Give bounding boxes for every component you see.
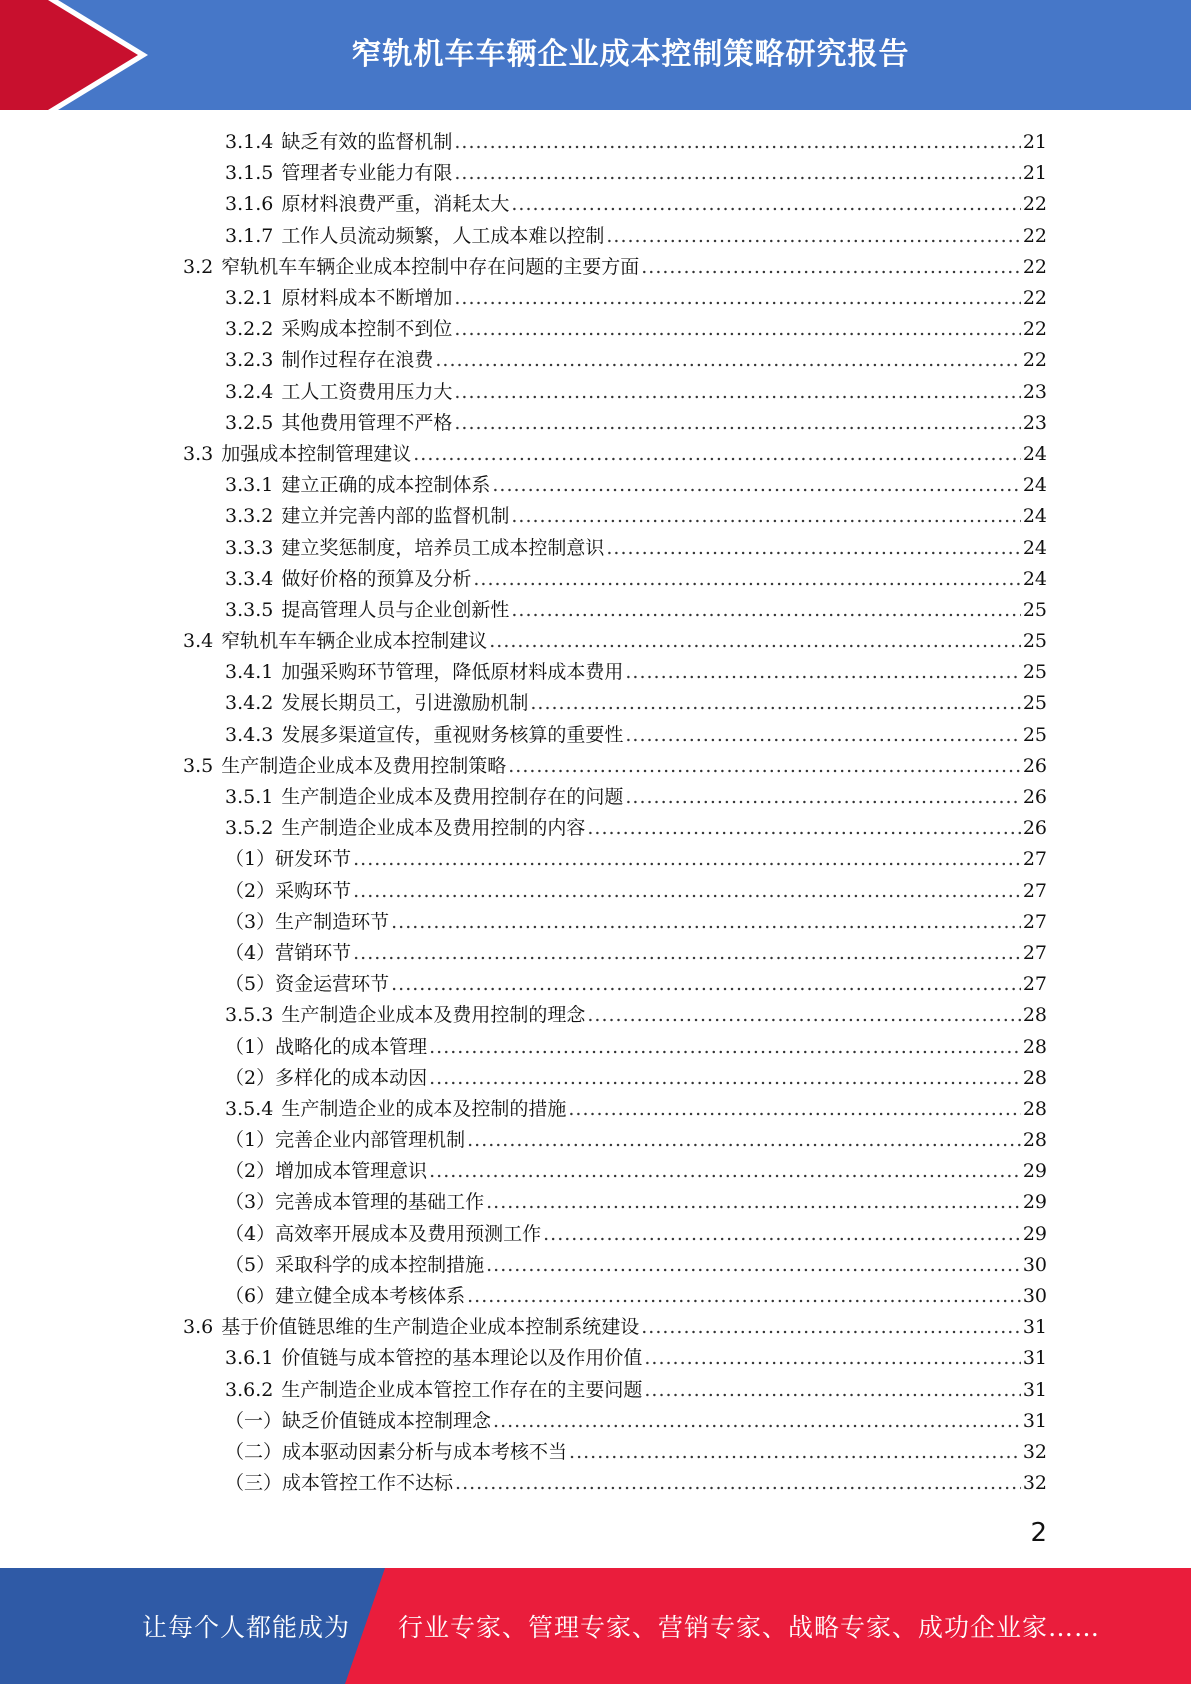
toc-dot-leader: [454, 158, 1020, 189]
toc-entry-title: 价值链与成本管控的基本理论以及作用价值: [281, 1347, 643, 1370]
toc-entry[interactable]: [0, 751, 1191, 782]
toc-entry-number: 3.5.3: [225, 1004, 274, 1027]
toc-entry-title: 建立正确的成本控制体系: [281, 474, 491, 497]
toc-entry-title: 工作人员流动频繁，人工成本难以控制: [281, 224, 605, 247]
toc-entry-number: （6）: [225, 1285, 276, 1308]
toc-entry-number: （1）: [225, 1035, 276, 1058]
toc-entry[interactable]: [0, 1063, 1191, 1094]
toc-entry-page: 21: [1022, 162, 1047, 185]
toc-entry[interactable]: [0, 532, 1191, 563]
toc-entry-title: 管理者专业能力有限: [281, 162, 453, 185]
toc-entry[interactable]: [0, 501, 1191, 532]
toc-entry[interactable]: [0, 626, 1191, 657]
toc-entry-number: 3.3.2: [225, 505, 274, 528]
toc-entry[interactable]: [0, 813, 1191, 844]
toc-entry-line: [225, 657, 1047, 688]
toc-entry[interactable]: [0, 1468, 1191, 1499]
toc-entry-line: [225, 533, 1047, 564]
header-arrow-decoration: [0, 0, 160, 110]
toc-entry-page: 25: [1022, 692, 1047, 715]
toc-dot-leader: [435, 345, 1020, 376]
toc-entry-line: [225, 969, 1047, 1000]
toc-entry-title: 成本管控工作不达标: [282, 1472, 454, 1495]
toc-entry-page: 24: [1022, 474, 1047, 497]
toc-entry-title: 建立健全成本考核体系: [275, 1285, 466, 1308]
toc-dot-leader: [353, 876, 1021, 907]
toc-entry-page: 29: [1022, 1160, 1047, 1183]
toc-entry-page: 22: [1022, 318, 1047, 341]
toc-entry-title: 制作过程存在浪费: [281, 349, 434, 372]
toc-dot-leader: [467, 1281, 1021, 1312]
toc-dot-leader: [413, 439, 1021, 470]
toc-dot-leader: [641, 1312, 1021, 1343]
toc-dot-leader: [625, 720, 1020, 751]
toc-entry-line: [225, 283, 1047, 314]
toc-entry-title: 生产制造企业的成本及控制的措施: [281, 1097, 567, 1120]
toc-entry-number: 3.5: [183, 754, 214, 777]
toc-entry-title: 高效率开展成本及费用预测工作: [275, 1222, 542, 1245]
toc-dot-leader: [467, 1125, 1021, 1156]
toc-entry[interactable]: [0, 1000, 1191, 1031]
toc-entry-number: 3.5.4: [225, 1097, 274, 1120]
toc-entry-page: 30: [1022, 1253, 1047, 1276]
toc-entry-page: 22: [1022, 349, 1047, 372]
toc-entry-line: [225, 688, 1047, 719]
toc-entry-title: 窄轨机车车辆企业成本控制建议: [221, 630, 488, 653]
toc-entry-title: 采购环节: [275, 879, 352, 902]
toc-entry-number: 3.1.6: [225, 193, 274, 216]
toc-entry-page: 28: [1022, 1004, 1047, 1027]
toc-entry-title: 增加成本管理意识: [275, 1160, 428, 1183]
toc-entry-line: [225, 1156, 1047, 1187]
toc-entry-line: [225, 1000, 1047, 1031]
toc-entry[interactable]: [0, 408, 1191, 439]
toc-entry-number: 3.3.5: [225, 598, 274, 621]
toc-entry-title: 其他费用管理不严格: [281, 411, 453, 434]
toc-entry-page: 27: [1022, 879, 1047, 902]
toc-entry-title: 缺乏有效的监督机制: [281, 131, 453, 154]
toc-entry-line: [225, 1094, 1047, 1125]
toc-entry[interactable]: [0, 345, 1191, 376]
toc-entry-line: [183, 626, 1047, 657]
toc-entry-line: [225, 221, 1047, 252]
toc-entry-number: 3.4.2: [225, 692, 274, 715]
toc-entry-line: [225, 1063, 1047, 1094]
toc-entry-page: 21: [1022, 131, 1047, 154]
toc-entry[interactable]: [0, 283, 1191, 314]
toc-entry-page: 24: [1022, 442, 1047, 465]
toc-entry-title: 生产制造环节: [275, 910, 390, 933]
toc-entry-title: 工人工资费用压力大: [281, 380, 453, 403]
toc-entry-page: 22: [1022, 287, 1047, 310]
toc-entry-line: [225, 1187, 1047, 1218]
toc-entry-title: 提高管理人员与企业创新性: [281, 598, 510, 621]
toc-entry-number: 3.2.1: [225, 287, 274, 310]
toc-entry-line: [225, 1437, 1047, 1468]
toc-entry-line: [225, 720, 1047, 751]
toc-entry-page: 24: [1022, 567, 1047, 590]
toc-entry-line: [225, 813, 1047, 844]
toc-entry-line: [225, 907, 1047, 938]
toc-entry[interactable]: [0, 1187, 1191, 1218]
toc-entry-title: 加强采购环节管理，降低原材料成本费用: [281, 661, 624, 684]
toc-entry-number: 3.6.1: [225, 1347, 274, 1370]
toc-entry-page: 22: [1022, 255, 1047, 278]
toc-dot-leader: [606, 221, 1020, 252]
toc-entry-number: 3.5.1: [225, 786, 274, 809]
toc-dot-leader: [454, 377, 1020, 408]
toc-entry-title: 战略化的成本管理: [275, 1035, 428, 1058]
toc-dot-leader: [569, 1437, 1021, 1468]
toc-dot-leader: [568, 1094, 1020, 1125]
toc-entry-number: 3.1.4: [225, 131, 274, 154]
toc-dot-leader: [587, 813, 1020, 844]
toc-entry[interactable]: [0, 657, 1191, 688]
toc-entry-line: [225, 408, 1047, 439]
toc-entry-page: 31: [1022, 1316, 1047, 1339]
toc-entry-page: 25: [1022, 723, 1047, 746]
toc-entry-page: 31: [1022, 1409, 1047, 1432]
toc-entry-title: 多样化的成本动因: [275, 1066, 428, 1089]
toc-entry-page: 24: [1022, 505, 1047, 528]
toc-entry-number: （1）: [225, 848, 276, 871]
toc-entry-line: [225, 1281, 1047, 1312]
toc-dot-leader: [454, 408, 1020, 439]
toc-entry-number: 3.2.3: [225, 349, 274, 372]
toc-entry-line: [225, 1343, 1047, 1374]
toc-entry-number: 3.1.7: [225, 224, 274, 247]
toc-entry-number: 3.2.5: [225, 411, 274, 434]
toc-entry[interactable]: [0, 876, 1191, 907]
toc-entry-line: [225, 470, 1047, 501]
toc-entry-number: 3.4.1: [225, 661, 274, 684]
toc-entry-title: 采取科学的成本控制措施: [275, 1253, 485, 1276]
page-header: [0, 0, 1191, 110]
toc-entry-line: [183, 1312, 1047, 1343]
toc-dot-leader: [391, 907, 1021, 938]
toc-entry-line: [225, 189, 1047, 220]
toc-entry-page: 26: [1022, 754, 1047, 777]
toc-entry-page: 22: [1022, 224, 1047, 247]
toc-dot-leader: [644, 1343, 1020, 1374]
toc-entry-title: 生产制造企业成本及费用控制策略: [221, 754, 507, 777]
toc-entry-title: 加强成本控制管理建议: [221, 442, 412, 465]
toc-entry-number: （二）: [225, 1440, 283, 1463]
footer-slogan-right: 行业专家、管理专家、营销专家、战略专家、成功企业家……: [398, 1613, 1101, 1642]
toc-entry[interactable]: [0, 189, 1191, 220]
toc-entry-number: 3.3.4: [225, 567, 274, 590]
toc-dot-leader: [429, 1156, 1021, 1187]
toc-entry-page: 28: [1022, 1035, 1047, 1058]
toc-entry-page: 29: [1022, 1191, 1047, 1214]
toc-entry-title: 成本驱动因素分析与成本考核不当: [282, 1440, 568, 1463]
toc-entry-title: 生产制造企业成本管控工作存在的主要问题: [281, 1378, 643, 1401]
toc-dot-leader: [454, 283, 1020, 314]
toc-entry[interactable]: [0, 688, 1191, 719]
toc-entry-title: 窄轨机车车辆企业成本控制中存在问题的主要方面: [221, 255, 640, 278]
toc-entry-number: （5）: [225, 1253, 276, 1276]
toc-entry-number: （4）: [225, 941, 276, 964]
toc-entry[interactable]: [0, 938, 1191, 969]
toc-entry[interactable]: [0, 1375, 1191, 1406]
toc-entry-page: 27: [1022, 910, 1047, 933]
toc-entry-line: [225, 127, 1047, 158]
toc-entry-title: 做好价格的预算及分析: [281, 567, 472, 590]
toc-entry-page: 23: [1022, 380, 1047, 403]
toc-entry-page: 25: [1022, 598, 1047, 621]
toc-entry-page: 26: [1022, 786, 1047, 809]
toc-entry[interactable]: [0, 314, 1191, 345]
toc-entry-page: 27: [1022, 941, 1047, 964]
toc-entry-number: （1）: [225, 1129, 276, 1152]
toc-entry-page: 32: [1022, 1440, 1047, 1463]
toc-entry-number: 3.4.3: [225, 723, 274, 746]
toc-entry-title: 建立并完善内部的监督机制: [281, 505, 510, 528]
toc-entry[interactable]: [0, 221, 1191, 252]
toc-entry-page: 32: [1022, 1472, 1047, 1495]
toc-entry-page: 31: [1022, 1378, 1047, 1401]
toc-entry[interactable]: [0, 782, 1191, 813]
toc-entry[interactable]: [0, 470, 1191, 501]
toc-entry-title: 完善成本管理的基础工作: [275, 1191, 485, 1214]
toc-entry-line: [225, 1406, 1047, 1437]
toc-entry-page: 23: [1022, 411, 1047, 434]
toc-entry-line: [225, 1250, 1047, 1281]
toc-dot-leader: [625, 657, 1020, 688]
toc-dot-leader: [454, 314, 1020, 345]
toc-entry-number: 3.5.2: [225, 817, 274, 840]
toc-entry[interactable]: [0, 564, 1191, 595]
toc-entry-number: 3.6.2: [225, 1378, 274, 1401]
toc-entry-number: 3.1.5: [225, 162, 274, 185]
toc-entry[interactable]: [0, 1156, 1191, 1187]
toc-entry-page: 28: [1022, 1129, 1047, 1152]
toc-entry-number: （2）: [225, 1160, 276, 1183]
document-title: 窄轨机车车辆企业成本控制策略研究报告: [351, 37, 910, 72]
toc-dot-leader: [641, 252, 1021, 283]
toc-entry[interactable]: [0, 1343, 1191, 1374]
toc-entry-page: 30: [1022, 1285, 1047, 1308]
toc-entry-number: 3.6: [183, 1316, 214, 1339]
toc-entry-title: 原材料浪费严重，消耗太大: [281, 193, 510, 216]
table-of-contents: [0, 127, 1191, 1499]
toc-entry-page: 28: [1022, 1066, 1047, 1089]
toc-entry-line: [225, 564, 1047, 595]
toc-entry[interactable]: [0, 595, 1191, 626]
toc-dot-leader: [511, 189, 1020, 220]
toc-entry[interactable]: [0, 127, 1191, 158]
toc-entry-number: （2）: [225, 879, 276, 902]
toc-entry-number: 3.3: [183, 442, 214, 465]
toc-dot-leader: [511, 595, 1020, 626]
toc-entry-number: （3）: [225, 910, 276, 933]
toc-entry-page: 25: [1022, 661, 1047, 684]
footer-slogan-left: 让每个人都能成为: [142, 1613, 351, 1642]
toc-entry-page: 28: [1022, 1097, 1047, 1120]
toc-entry-line: [225, 1375, 1047, 1406]
toc-entry[interactable]: [0, 720, 1191, 751]
toc-dot-leader: [454, 127, 1020, 158]
toc-dot-leader: [587, 1000, 1020, 1031]
toc-dot-leader: [391, 969, 1021, 1000]
toc-dot-leader: [489, 626, 1021, 657]
toc-entry[interactable]: [0, 1094, 1191, 1125]
toc-entry-title: 发展多渠道宣传，重视财务核算的重要性: [281, 723, 624, 746]
page-footer: [0, 1568, 1191, 1684]
toc-entry[interactable]: [0, 1031, 1191, 1062]
toc-dot-leader: [492, 470, 1020, 501]
toc-dot-leader: [486, 1250, 1021, 1281]
toc-entry[interactable]: [0, 158, 1191, 189]
toc-entry-line: [225, 158, 1047, 189]
toc-entry-page: 31: [1022, 1347, 1047, 1370]
toc-dot-leader: [606, 533, 1020, 564]
toc-entry-line: [225, 1032, 1047, 1063]
toc-entry-title: 完善企业内部管理机制: [275, 1129, 466, 1152]
toc-entry-line: [225, 501, 1047, 532]
toc-entry-number: （三）: [225, 1472, 283, 1495]
toc-entry[interactable]: [0, 969, 1191, 1000]
toc-dot-leader: [644, 1375, 1020, 1406]
toc-dot-leader: [455, 1468, 1021, 1499]
toc-entry[interactable]: [0, 1219, 1191, 1250]
toc-entry-title: 建立奖惩制度，培养员工成本控制意识: [281, 536, 605, 559]
toc-entry-title: 缺乏价值链成本控制理念: [282, 1409, 492, 1432]
toc-entry-title: 研发环节: [275, 848, 352, 871]
toc-entry-line: [225, 1125, 1047, 1156]
toc-entry-page: 27: [1022, 973, 1047, 996]
page-number: 2: [1030, 1518, 1047, 1548]
toc-entry-title: 生产制造企业成本及费用控制的理念: [281, 1004, 586, 1027]
toc-entry-page: 29: [1022, 1222, 1047, 1245]
toc-dot-leader: [508, 751, 1021, 782]
toc-entry-line: [183, 439, 1047, 470]
toc-dot-leader: [543, 1219, 1021, 1250]
toc-entry-number: （2）: [225, 1066, 276, 1089]
toc-entry-page: 22: [1022, 193, 1047, 216]
toc-dot-leader: [429, 1032, 1021, 1063]
toc-entry-title: 生产制造企业成本及费用控制的内容: [281, 817, 586, 840]
toc-entry-number: （4）: [225, 1222, 276, 1245]
toc-entry-number: 3.2: [183, 255, 214, 278]
toc-dot-leader: [511, 501, 1020, 532]
toc-entry-number: 3.4: [183, 630, 214, 653]
toc-entry-line: [225, 782, 1047, 813]
toc-entry-line: [225, 595, 1047, 626]
toc-entry-number: 3.3.3: [225, 536, 274, 559]
toc-entry-number: （3）: [225, 1191, 276, 1214]
toc-entry-number: 3.3.1: [225, 474, 274, 497]
toc-entry[interactable]: [0, 907, 1191, 938]
toc-dot-leader: [625, 782, 1020, 813]
toc-entry[interactable]: [0, 1281, 1191, 1312]
toc-entry-line: [225, 844, 1047, 875]
toc-entry-number: （5）: [225, 973, 276, 996]
toc-entry-line: [225, 1219, 1047, 1250]
toc-dot-leader: [353, 938, 1021, 969]
toc-entry[interactable]: [0, 1250, 1191, 1281]
toc-entry-page: 26: [1022, 817, 1047, 840]
toc-entry-line: [183, 751, 1047, 782]
toc-dot-leader: [429, 1063, 1021, 1094]
toc-entry-number: 3.2.2: [225, 318, 274, 341]
toc-dot-leader: [473, 564, 1020, 595]
toc-entry[interactable]: [0, 252, 1191, 283]
toc-entry-title: 资金运营环节: [275, 973, 390, 996]
toc-entry[interactable]: [0, 1406, 1191, 1437]
toc-entry-line: [225, 876, 1047, 907]
toc-entry-line: [225, 345, 1047, 376]
toc-entry[interactable]: [0, 377, 1191, 408]
toc-entry[interactable]: [0, 1125, 1191, 1156]
toc-entry-title: 生产制造企业成本及费用控制存在的问题: [281, 786, 624, 809]
toc-entry-line: [225, 1468, 1047, 1499]
toc-entry-page: 25: [1022, 630, 1047, 653]
toc-entry-title: 基于价值链思维的生产制造企业成本控制系统建设: [221, 1316, 640, 1339]
toc-entry-line: [225, 377, 1047, 408]
toc-dot-leader: [530, 688, 1020, 719]
toc-entry[interactable]: [0, 439, 1191, 470]
toc-entry[interactable]: [0, 1312, 1191, 1343]
toc-entry-number: 3.2.4: [225, 380, 274, 403]
toc-entry-title: 发展长期员工，引进激励机制: [281, 692, 529, 715]
toc-entry-title: 营销环节: [275, 941, 352, 964]
toc-entry-title: 采购成本控制不到位: [281, 318, 453, 341]
toc-dot-leader: [493, 1406, 1021, 1437]
toc-dot-leader: [486, 1187, 1021, 1218]
toc-entry-number: （一）: [225, 1409, 283, 1432]
toc-entry-page: 24: [1022, 536, 1047, 559]
toc-dot-leader: [353, 844, 1021, 875]
toc-entry-line: [183, 252, 1047, 283]
toc-entry-page: 27: [1022, 848, 1047, 871]
toc-entry-line: [225, 938, 1047, 969]
toc-entry-title: 原材料成本不断增加: [281, 287, 453, 310]
toc-entry[interactable]: [0, 1437, 1191, 1468]
toc-entry-line: [225, 314, 1047, 345]
toc-entry[interactable]: [0, 844, 1191, 875]
